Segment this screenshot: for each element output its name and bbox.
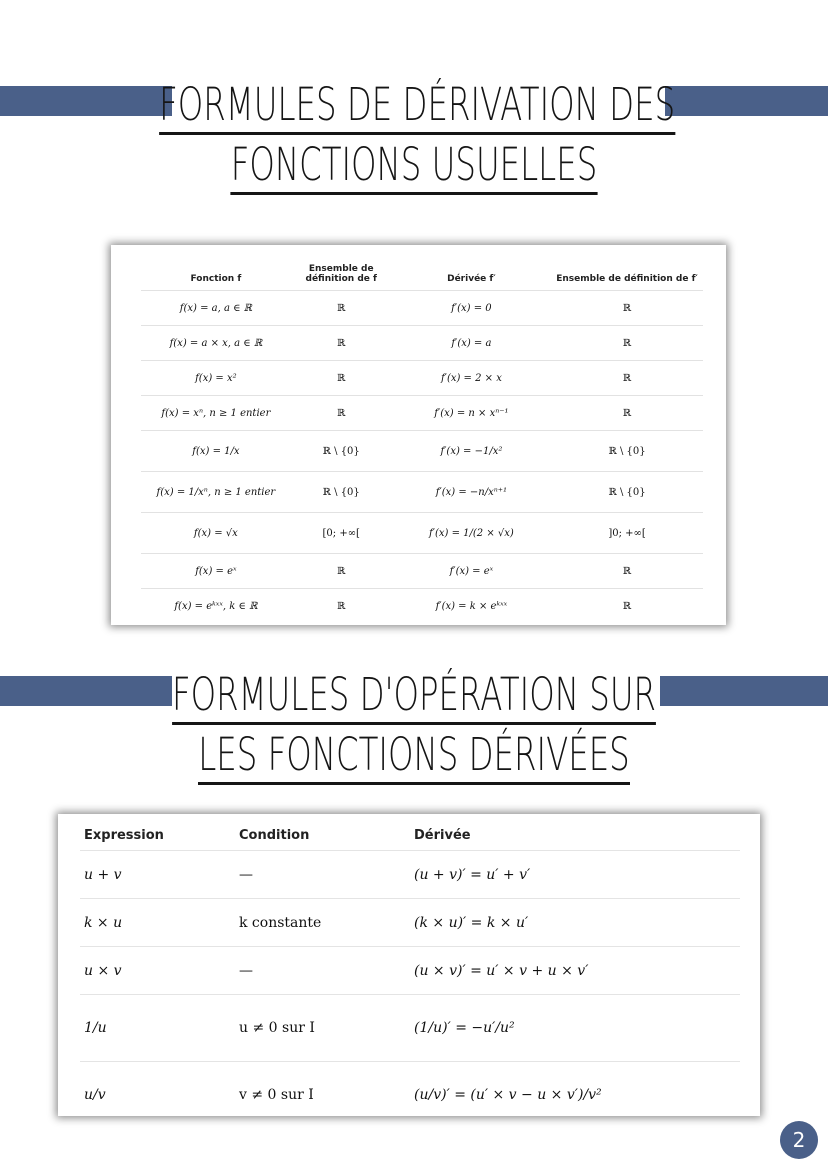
table-cell: ℝ xyxy=(291,326,392,361)
table-row xyxy=(141,513,703,554)
table-cell: (u + v)′ = u′ + v′ xyxy=(410,851,740,899)
header-band-left xyxy=(0,86,172,116)
table-cell: f(x) = a × x, a ∈ ℝ xyxy=(141,326,291,361)
usual-derivatives-card xyxy=(111,245,726,625)
table-cell: ℝ xyxy=(291,589,392,624)
table-cell: f(x) = xⁿ, n ≥ 1 entier xyxy=(141,396,291,431)
table-row xyxy=(141,431,703,472)
table-row xyxy=(80,899,740,947)
header-band-right xyxy=(665,86,828,116)
table-cell: f(x) = eᵏˣˣ, k ∈ ℝ xyxy=(141,589,291,624)
table-row xyxy=(80,995,740,1062)
table-cell: ℝ \ {0} xyxy=(551,472,703,513)
table-row xyxy=(80,947,740,995)
title-line: FORMULES DE DÉRIVATION DES xyxy=(159,78,675,135)
table-cell: f′(x) = 1/(2 × √x) xyxy=(392,513,551,554)
table-row xyxy=(141,326,703,361)
table-row xyxy=(141,396,703,431)
table-cell: v ≠ 0 sur I xyxy=(235,1062,410,1129)
table-cell: f′(x) = 0 xyxy=(392,291,551,326)
title-line: LES FONCTIONS DÉRIVÉES xyxy=(198,728,630,785)
table-cell: ℝ xyxy=(291,291,392,326)
page-number-badge xyxy=(780,1121,818,1159)
column-header: Dérivée xyxy=(414,827,471,843)
table-row xyxy=(141,291,703,326)
table-row xyxy=(141,554,703,589)
table-cell: ℝ xyxy=(291,396,392,431)
table-cell: ℝ xyxy=(291,554,392,589)
table-row xyxy=(80,851,740,899)
column-header: Ensemble de définition de f xyxy=(305,264,377,284)
table-cell: (k × u)′ = k × u′ xyxy=(410,899,740,947)
column-header: Expression xyxy=(84,827,164,843)
table-cell: (u/v)′ = (u′ × v − u × v′)/v² xyxy=(410,1062,740,1129)
table-cell: f′(x) = −1/x² xyxy=(392,431,551,472)
table-cell: u × v xyxy=(80,947,235,995)
section-title xyxy=(159,75,676,195)
table-cell: [0; +∞[ xyxy=(291,513,392,554)
table-header-row xyxy=(141,253,703,291)
header-band-right xyxy=(660,676,828,706)
header-band-left xyxy=(0,676,172,706)
table-cell: k constante xyxy=(235,899,410,947)
title-line: FONCTIONS USUELLES xyxy=(231,138,598,195)
table-row xyxy=(80,1062,740,1129)
column-header: Fonction f xyxy=(190,274,242,284)
table-cell: (1/u)′ = −u′/u² xyxy=(410,995,740,1062)
column-header: Dérivée f′ xyxy=(447,274,496,284)
table-cell: ℝ xyxy=(551,554,703,589)
table-cell: (u × v)′ = u′ × v + u × v′ xyxy=(410,947,740,995)
table-row xyxy=(141,361,703,396)
table-header-row xyxy=(80,820,740,851)
table-cell: f′(x) = eˣ xyxy=(392,554,551,589)
table-cell: ℝ xyxy=(291,361,392,396)
operations-table xyxy=(80,820,740,1128)
table-cell: ℝ xyxy=(551,361,703,396)
table-cell: ℝ xyxy=(551,589,703,624)
table-cell: u + v xyxy=(80,851,235,899)
table-cell: f(x) = 1/x xyxy=(141,431,291,472)
table-cell: u/v xyxy=(80,1062,235,1129)
column-header: Condition xyxy=(239,827,310,843)
table-cell: f(x) = √x xyxy=(141,513,291,554)
table-cell: f′(x) = k × eᵏˣˣ xyxy=(392,589,551,624)
table-cell: u ≠ 0 sur I xyxy=(235,995,410,1062)
table-row xyxy=(141,589,703,624)
table-cell: — xyxy=(235,851,410,899)
table-cell: f(x) = a, a ∈ ℝ xyxy=(141,291,291,326)
table-cell: ]0; +∞[ xyxy=(551,513,703,554)
table-cell: f(x) = x² xyxy=(141,361,291,396)
table-row xyxy=(141,472,703,513)
table-cell: — xyxy=(235,947,410,995)
section-title xyxy=(159,665,669,785)
table-cell: f(x) = eˣ xyxy=(141,554,291,589)
table-cell: ℝ \ {0} xyxy=(291,431,392,472)
column-header: Ensemble de définition de f′ xyxy=(556,274,698,284)
table-cell: f′(x) = n × xⁿ⁻¹ xyxy=(392,396,551,431)
table-cell: f′(x) = −n/xⁿ⁺¹ xyxy=(392,472,551,513)
table-cell: ℝ xyxy=(551,396,703,431)
table-cell: 1/u xyxy=(80,995,235,1062)
table-cell: ℝ \ {0} xyxy=(291,472,392,513)
title-line: FORMULES D'OPÉRATION SUR xyxy=(172,668,656,725)
table-cell: f′(x) = a xyxy=(392,326,551,361)
table-cell: f(x) = 1/xⁿ, n ≥ 1 entier xyxy=(141,472,291,513)
table-cell: f′(x) = 2 × x xyxy=(392,361,551,396)
table-cell: ℝ xyxy=(551,291,703,326)
table-cell: ℝ xyxy=(551,326,703,361)
table-cell: ℝ \ {0} xyxy=(551,431,703,472)
table-cell: k × u xyxy=(80,899,235,947)
page-number: 2 xyxy=(792,1128,806,1152)
usual-derivatives-table xyxy=(141,253,703,623)
operations-card xyxy=(58,814,760,1116)
